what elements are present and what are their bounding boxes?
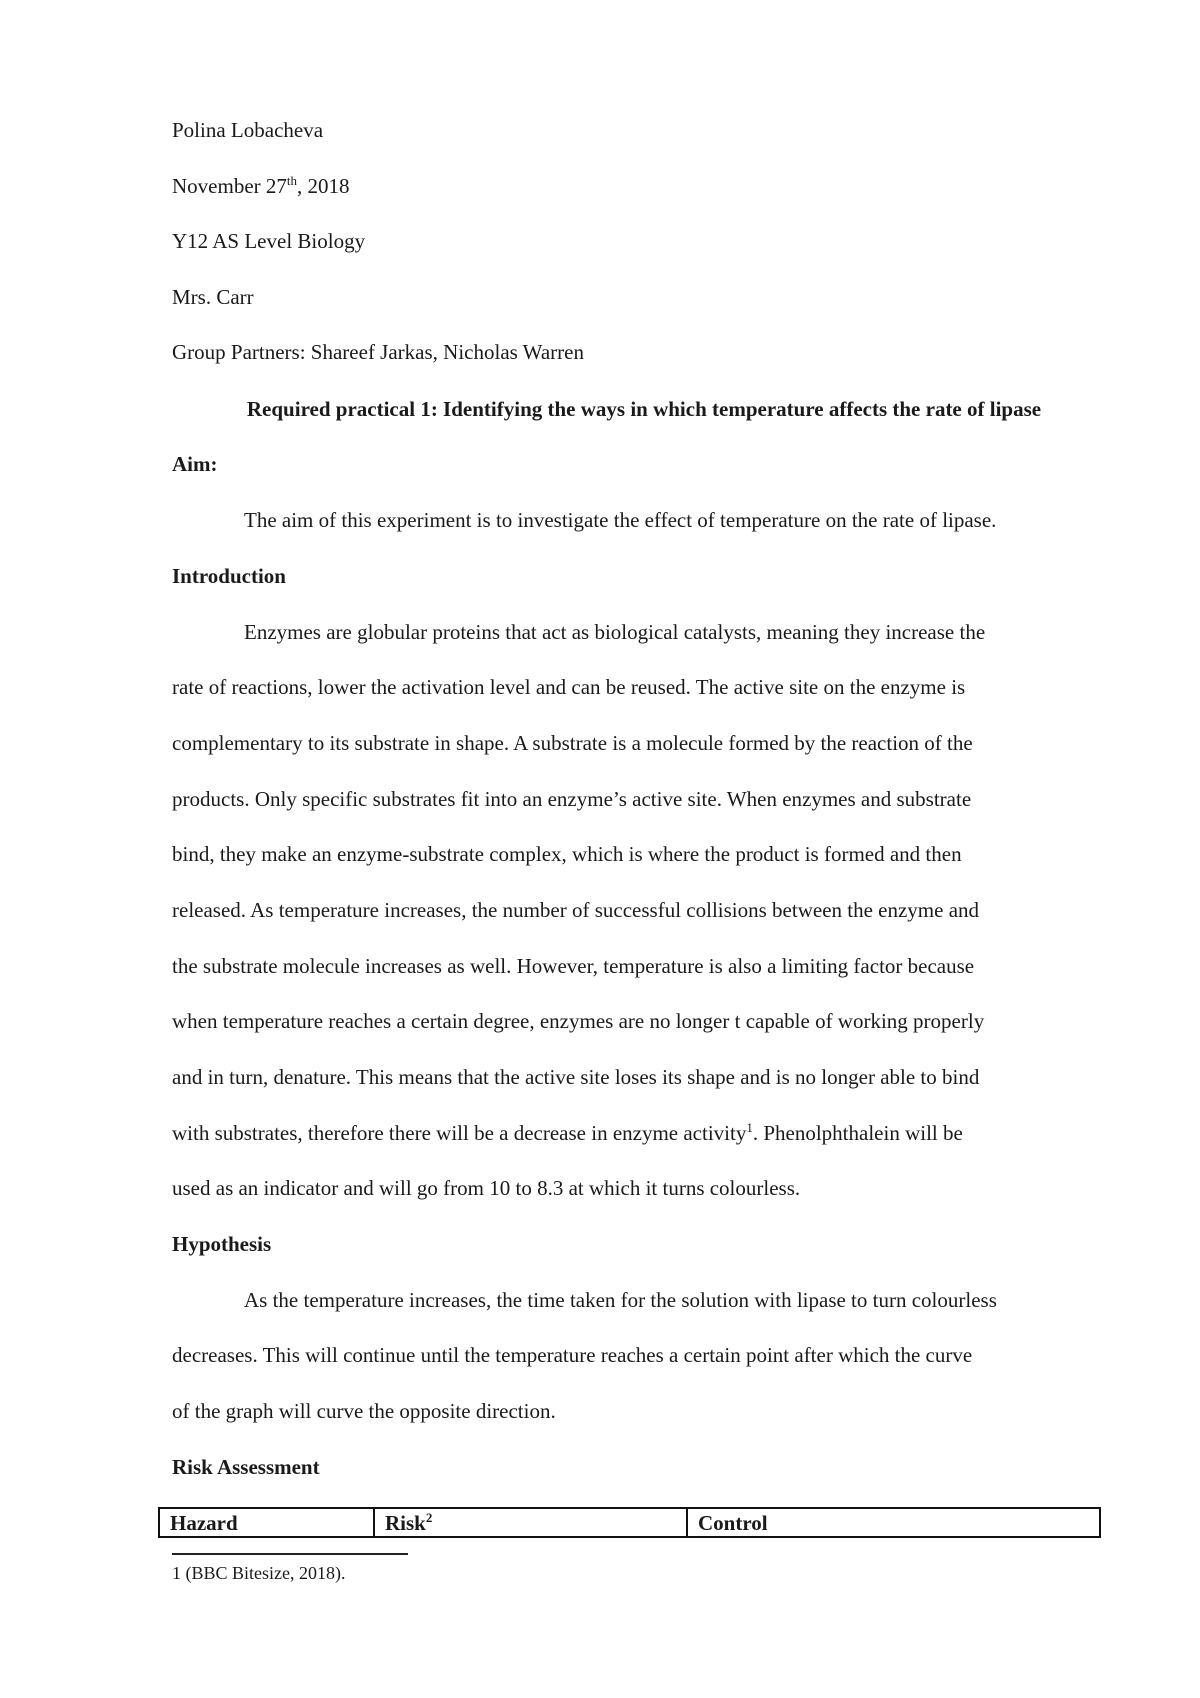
intro-line: rate of reactions, lower the activation level and can be reused. The active site on the enzyme is [172,675,966,699]
header-cell-risk [374,1508,687,1537]
footnote-separator [172,1553,408,1555]
document-title: Required practical 1: Identifying the ways in which temperature affects the rate of lipase [246,397,1042,421]
risk-assessment-table [158,1507,1101,1538]
teacher-name: Mrs. Carr [172,285,254,309]
intro-line [172,1119,963,1147]
risk-label: Risk [385,1511,426,1535]
hypothesis-line: decreases. This will continue until the temperature reaches a certain point after which the curve [172,1343,973,1367]
date-month-day: November 27 [172,174,287,198]
intro-line: when temperature reaches a certain degree, enzymes are no longer t capable of working properly [172,1009,985,1033]
hypothesis-heading: Hypothesis [172,1232,272,1256]
course-name: Y12 AS Level Biology [172,229,366,253]
intro-line: complementary to its substrate in shape. A substrate is a molecule formed by the reaction of the [172,731,973,755]
footnote-reference[interactable]: 1 [746,1120,753,1135]
intro-line: used as an indicator and will go from 10 to 8.3 at which it turns colourless. [172,1176,801,1200]
intro-line-start: with substrates, therefore there will be a decrease in enzyme activity [172,1121,747,1145]
footnote-reference[interactable]: 2 [425,1510,433,1525]
intro-line: bind, they make an enzyme-substrate complex, which is where the product is formed and then [172,842,962,866]
intro-line: the substrate molecule increases as well. However, temperature is also a limiting factor because [172,954,975,978]
date [172,172,350,200]
intro-line: and in turn, denature. This means that the active site loses its shape and is no longer able to bind [172,1065,980,1089]
group-partners: Group Partners: Shareef Jarkas, Nicholas Warren [172,340,584,364]
hypothesis-line: As the temperature increases, the time taken for the solution with lipase to turn colourless [244,1288,997,1312]
intro-line-end: . Phenolphthalein will be [752,1121,963,1145]
intro-line: Enzymes are globular proteins that act as biological catalysts, meaning they increase the [244,620,986,644]
aim-text: The aim of this experiment is to investigate the effect of temperature on the rate of lipase. [244,508,997,532]
risk-assessment-heading: Risk Assessment [172,1455,320,1479]
header-cell-hazard: Hazard [159,1508,374,1537]
intro-line: released. As temperature increases, the number of successful collisions between the enzyme and [172,898,980,922]
footnote: 1 (BBC Bitesize, 2018). [172,1563,346,1583]
date-suffix: th [286,173,298,188]
hypothesis-line: of the graph will curve the opposite direction. [172,1399,556,1423]
date-year: , 2018 [297,174,350,198]
table-header-row [159,1508,1100,1537]
intro-line: products. Only specific substrates fit into an enzyme’s active site. When enzymes and substrate [172,787,972,811]
introduction-heading: Introduction [172,564,286,588]
aim-heading: Aim: [172,452,218,476]
author-name: Polina Lobacheva [172,118,324,142]
header-cell-control: Control [687,1508,1100,1537]
